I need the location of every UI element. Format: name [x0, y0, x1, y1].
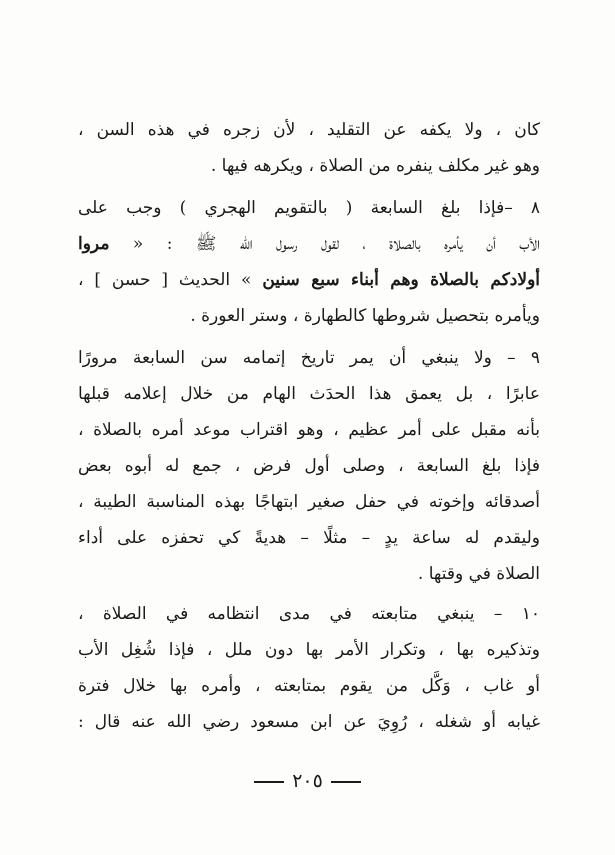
text-line: كان ، ولا يكفه عن التقليد ، لأن زجره في هذه السن ، [78, 120, 540, 140]
text-line: ٨ –فإذا بلغ السابعة ( بالتقويم الهجري ) وجب على [78, 198, 540, 218]
paragraph-1 [78, 112, 540, 184]
text-line: فإذا بلغ السابعة ، وصلى أول فرض ، جمع له أبوه بعض [78, 456, 540, 476]
text-line: أو غاب ، وَكَّل من يقوم بمتابعته ، وأمره بها خلال فترة [78, 676, 540, 696]
text-line: أصدقائه وإخوته في حفل صغير ابتهاجًا بهذه المناسبة الطيبة ، [78, 492, 540, 512]
text-line: أولادكم بالصلاة وهم أبناء سبع سنين » الحديث [ حسن ] ، [78, 270, 540, 290]
page-number-value: ٢٠٥ [292, 770, 323, 792]
page-number-dash-right [254, 781, 284, 783]
text-line: غيابه أو شغله ، رُوِيَ عن ابن مسعود رضي الله عنه قال : [78, 712, 540, 732]
hadith-text: مروا [78, 234, 110, 254]
text-line: ٩ – ولا ينبغي أن يمر تاريخ إتمامه سن السابعة مرورًا [78, 348, 540, 368]
text-line: وتذكيره بها ، وتكرار الأمر بها دون ملل ، فإذا شُغِل الأب [78, 640, 540, 660]
page-number-dash-left [331, 781, 361, 783]
hadith-text: أولادكم بالصلاة وهم أبناء سبع سنين [262, 270, 540, 290]
text-line: بأنه مقبل على أمر عظيم ، وهو اقتراب موعد أمره بالصلاة ، [78, 420, 540, 440]
text-line: الصلاة في وقتها . [417, 564, 540, 584]
text-line: ١٠ – ينبغي متابعته في مدى انتظامه في الصلاة ، [78, 604, 540, 624]
text-line: وليقدم له ساعة يدٍ – مثلًا – هديةً كي تحفزه على أداء [78, 528, 540, 548]
paragraph-8 [78, 190, 540, 334]
text-line: وهو غير مكلف ينفره من الصلاة ، ويكرهه فيها . [210, 156, 540, 176]
page-number [0, 770, 615, 792]
paragraph-9 [78, 340, 540, 592]
paragraph-10 [78, 596, 540, 740]
text-line: ويأمره بتحصيل شروطها كالطهارة ، وستر العورة . [190, 306, 540, 326]
text-line: عابرًا ، بل يعمق هذا الحدَث الهام من خلال إعلامه قبلها [78, 384, 540, 404]
text-line: الأب أن يأمره بالصلاة ، لقول رسول الله ﷺ : « مروا [78, 234, 540, 254]
